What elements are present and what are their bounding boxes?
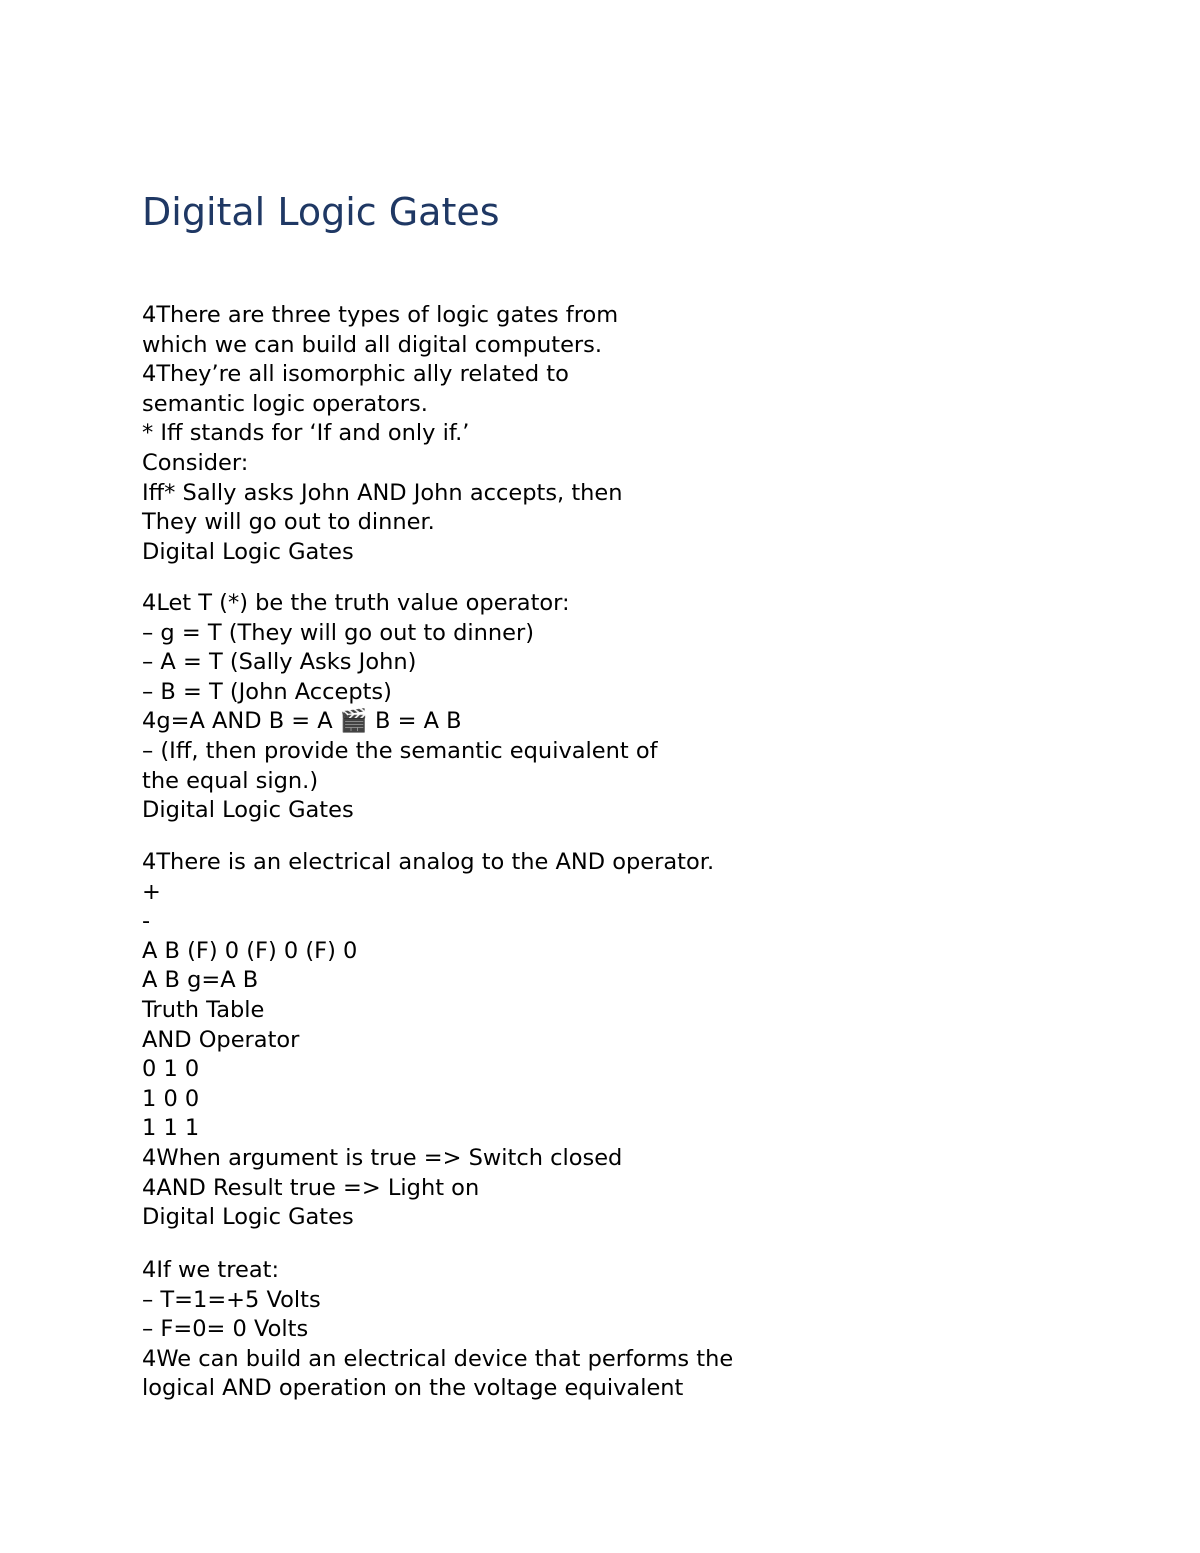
text-line: * Iff stands for ‘If and only if.’ bbox=[142, 420, 470, 447]
text-line: 4When argument is true => Switch closed bbox=[142, 1144, 623, 1171]
text-line: which we can build all digital computers. bbox=[142, 331, 603, 358]
text-line: Consider: bbox=[142, 449, 249, 476]
section-heading: Digital Logic Gates bbox=[142, 538, 354, 565]
text-line: Iff* Sally asks John AND John accepts, then bbox=[142, 479, 623, 506]
truth-table-row: 0 1 0 bbox=[142, 1056, 200, 1083]
text-line: 4There are three types of logic gates from bbox=[142, 302, 619, 328]
text-line: – (Iff, then provide the semantic equivalent of bbox=[142, 737, 658, 764]
text-line: 4AND Result true => Light on bbox=[142, 1174, 480, 1201]
text-line: the equal sign.) bbox=[142, 767, 319, 794]
truth-table-row: 1 0 0 bbox=[142, 1085, 200, 1112]
text-line: A B g=A B bbox=[142, 967, 259, 994]
text-line: A B (F) 0 (F) 0 (F) 0 bbox=[142, 937, 358, 964]
text-line: 4g=A AND B = A 🎬 B = A B bbox=[142, 708, 462, 735]
section-intro bbox=[142, 301, 1142, 567]
text-line: semantic logic operators. bbox=[142, 390, 428, 417]
text-line: – B = T (John Accepts) bbox=[142, 678, 392, 705]
text-line: 4There is an electrical analog to the AND operator. bbox=[142, 849, 715, 875]
text-line: - bbox=[142, 908, 151, 935]
section-heading: Digital Logic Gates bbox=[142, 797, 354, 824]
text-line: – T=1=+5 Volts bbox=[142, 1286, 321, 1313]
text-line: They will go out to dinner. bbox=[142, 509, 435, 536]
text-line: + bbox=[142, 878, 161, 905]
text-line: 4They’re all isomorphic ally related to bbox=[142, 361, 569, 388]
text-line: logical AND operation on the voltage equivalent bbox=[142, 1375, 684, 1402]
text-line: – A = T (Sally Asks John) bbox=[142, 649, 417, 676]
page-title: Digital Logic Gates bbox=[142, 190, 500, 234]
text-line: 4We can build an electrical device that performs the bbox=[142, 1345, 734, 1372]
text-line: AND Operator bbox=[142, 1026, 300, 1053]
text-line: 4Let T (*) be the truth value operator: bbox=[142, 590, 570, 616]
text-line: 4If we treat: bbox=[142, 1257, 280, 1283]
section-electrical-analog bbox=[142, 848, 1142, 1233]
text-line: Truth Table bbox=[142, 996, 265, 1023]
text-line: – F=0= 0 Volts bbox=[142, 1316, 309, 1343]
section-truth-operator bbox=[142, 589, 1142, 826]
section-voltage bbox=[142, 1256, 1142, 1404]
text-line: – g = T (They will go out to dinner) bbox=[142, 619, 535, 646]
truth-table-row: 1 1 1 bbox=[142, 1115, 200, 1142]
section-heading: Digital Logic Gates bbox=[142, 1204, 354, 1231]
